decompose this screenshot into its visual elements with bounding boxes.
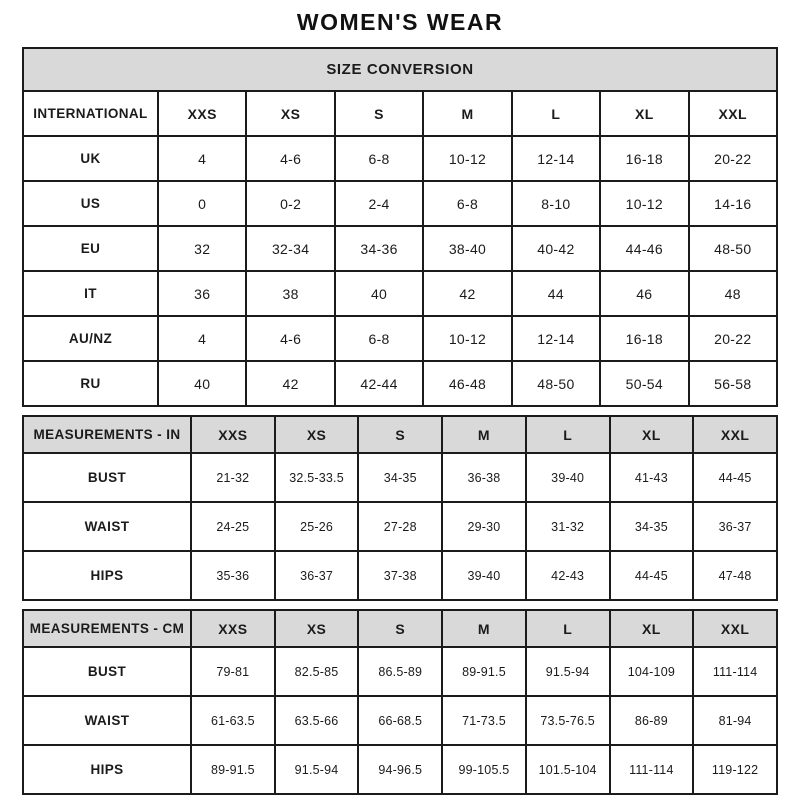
page-title: WOMEN'S WEAR xyxy=(296,9,504,35)
table-row xyxy=(23,696,777,745)
value-cell: 38-40 xyxy=(423,226,511,271)
value-cell: 10-12 xyxy=(600,181,688,226)
value-cell: 35-36 xyxy=(191,551,275,600)
value-cell: 37-38 xyxy=(358,551,442,600)
value-cell: 32 xyxy=(158,226,246,271)
size-column-header: XXS xyxy=(158,91,246,136)
value-cell: 4-6 xyxy=(246,316,334,361)
value-cell: 27-28 xyxy=(358,502,442,551)
value-cell: 38 xyxy=(246,271,334,316)
row-label: BUST xyxy=(23,647,191,696)
value-cell: 4 xyxy=(158,136,246,181)
value-cell: 39-40 xyxy=(442,551,526,600)
table-row xyxy=(23,316,777,361)
value-cell: 48-50 xyxy=(512,361,600,406)
value-cell: 36 xyxy=(158,271,246,316)
value-cell: 40-42 xyxy=(512,226,600,271)
value-cell: 79-81 xyxy=(191,647,275,696)
header-row xyxy=(23,91,777,136)
value-cell: 89-91.5 xyxy=(191,745,275,794)
value-cell: 44 xyxy=(512,271,600,316)
value-cell: 91.5-94 xyxy=(526,647,610,696)
row-label: HIPS xyxy=(23,551,191,600)
value-cell: 94-96.5 xyxy=(358,745,442,794)
value-cell: 12-14 xyxy=(512,316,600,361)
size-column-header: XL xyxy=(600,91,688,136)
value-cell: 50-54 xyxy=(600,361,688,406)
value-cell: 46-48 xyxy=(423,361,511,406)
size-conversion-header-label: INTERNATIONAL xyxy=(23,91,158,136)
value-cell: 6-8 xyxy=(335,136,423,181)
value-cell: 31-32 xyxy=(526,502,610,551)
table-row xyxy=(23,361,777,406)
value-cell: 101.5-104 xyxy=(526,745,610,794)
header-row xyxy=(23,610,777,647)
value-cell: 104-109 xyxy=(610,647,694,696)
size-column-header: M xyxy=(423,91,511,136)
value-cell: 10-12 xyxy=(423,136,511,181)
measurements-in-header-label: MEASUREMENTS - IN xyxy=(23,416,191,453)
value-cell: 40 xyxy=(158,361,246,406)
value-cell: 2-4 xyxy=(335,181,423,226)
table-row xyxy=(23,647,777,696)
row-label: IT xyxy=(23,271,158,316)
value-cell: 86-89 xyxy=(610,696,694,745)
table-title-row xyxy=(23,48,777,91)
row-label: EU xyxy=(23,226,158,271)
value-cell: 29-30 xyxy=(442,502,526,551)
row-label: RU xyxy=(23,361,158,406)
row-label: UK xyxy=(23,136,158,181)
value-cell: 36-37 xyxy=(693,502,777,551)
value-cell: 20-22 xyxy=(689,316,777,361)
value-cell: 56-58 xyxy=(689,361,777,406)
value-cell: 44-46 xyxy=(600,226,688,271)
size-column-header: XXS xyxy=(191,416,275,453)
value-cell: 48 xyxy=(689,271,777,316)
row-label: WAIST xyxy=(23,502,191,551)
value-cell: 24-25 xyxy=(191,502,275,551)
value-cell: 71-73.5 xyxy=(442,696,526,745)
value-cell: 73.5-76.5 xyxy=(526,696,610,745)
size-column-header: XXL xyxy=(693,610,777,647)
value-cell: 16-18 xyxy=(600,316,688,361)
value-cell: 66-68.5 xyxy=(358,696,442,745)
row-label: AU/NZ xyxy=(23,316,158,361)
value-cell: 6-8 xyxy=(335,316,423,361)
value-cell: 61-63.5 xyxy=(191,696,275,745)
measurements-cm-header-label: MEASUREMENTS - CM xyxy=(23,610,191,647)
value-cell: 89-91.5 xyxy=(442,647,526,696)
value-cell: 42 xyxy=(246,361,334,406)
value-cell: 46 xyxy=(600,271,688,316)
table-row xyxy=(23,226,777,271)
value-cell: 6-8 xyxy=(423,181,511,226)
size-column-header: XXL xyxy=(693,416,777,453)
value-cell: 81-94 xyxy=(693,696,777,745)
size-column-header: XL xyxy=(610,610,694,647)
size-column-header: L xyxy=(526,416,610,453)
size-column-header: L xyxy=(526,610,610,647)
value-cell: 48-50 xyxy=(689,226,777,271)
value-cell: 4-6 xyxy=(246,136,334,181)
value-cell: 14-16 xyxy=(689,181,777,226)
value-cell: 86.5-89 xyxy=(358,647,442,696)
value-cell: 42-43 xyxy=(526,551,610,600)
value-cell: 63.5-66 xyxy=(275,696,359,745)
value-cell: 41-43 xyxy=(610,453,694,502)
size-column-header: M xyxy=(442,610,526,647)
value-cell: 42 xyxy=(423,271,511,316)
value-cell: 111-114 xyxy=(610,745,694,794)
size-conversion-table xyxy=(22,47,778,407)
measurements-in-table xyxy=(22,415,778,601)
size-column-header: S xyxy=(335,91,423,136)
size-column-header: XXL xyxy=(689,91,777,136)
row-label: US xyxy=(23,181,158,226)
value-cell: 4 xyxy=(158,316,246,361)
table-row xyxy=(23,271,777,316)
value-cell: 44-45 xyxy=(610,551,694,600)
value-cell: 25-26 xyxy=(275,502,359,551)
size-column-header: XS xyxy=(246,91,334,136)
size-column-header: XXS xyxy=(191,610,275,647)
size-column-header: S xyxy=(358,610,442,647)
table-row xyxy=(23,551,777,600)
value-cell: 16-18 xyxy=(600,136,688,181)
tables-container xyxy=(0,47,800,795)
row-label: BUST xyxy=(23,453,191,502)
value-cell: 12-14 xyxy=(512,136,600,181)
value-cell: 10-12 xyxy=(423,316,511,361)
table-row xyxy=(23,136,777,181)
table-row xyxy=(23,181,777,226)
value-cell: 36-37 xyxy=(275,551,359,600)
measurements-cm-table xyxy=(22,609,778,795)
size-column-header: M xyxy=(442,416,526,453)
value-cell: 82.5-85 xyxy=(275,647,359,696)
value-cell: 36-38 xyxy=(442,453,526,502)
value-cell: 32-34 xyxy=(246,226,334,271)
value-cell: 8-10 xyxy=(512,181,600,226)
value-cell: 42-44 xyxy=(335,361,423,406)
value-cell: 99-105.5 xyxy=(442,745,526,794)
value-cell: 91.5-94 xyxy=(275,745,359,794)
value-cell: 39-40 xyxy=(526,453,610,502)
value-cell: 21-32 xyxy=(191,453,275,502)
value-cell: 0 xyxy=(158,181,246,226)
value-cell: 119-122 xyxy=(693,745,777,794)
value-cell: 32.5-33.5 xyxy=(275,453,359,502)
value-cell: 111-114 xyxy=(693,647,777,696)
table-row xyxy=(23,453,777,502)
size-column-header: L xyxy=(512,91,600,136)
row-label: HIPS xyxy=(23,745,191,794)
size-column-header: XL xyxy=(610,416,694,453)
header-row xyxy=(23,416,777,453)
row-label: WAIST xyxy=(23,696,191,745)
size-column-header: XS xyxy=(275,416,359,453)
value-cell: 47-48 xyxy=(693,551,777,600)
value-cell: 34-35 xyxy=(358,453,442,502)
size-conversion-title: SIZE CONVERSION xyxy=(23,48,777,91)
size-column-header: XS xyxy=(275,610,359,647)
table-row xyxy=(23,502,777,551)
value-cell: 34-36 xyxy=(335,226,423,271)
size-column-header: S xyxy=(358,416,442,453)
value-cell: 34-35 xyxy=(610,502,694,551)
value-cell: 0-2 xyxy=(246,181,334,226)
value-cell: 40 xyxy=(335,271,423,316)
value-cell: 20-22 xyxy=(689,136,777,181)
table-row xyxy=(23,745,777,794)
value-cell: 44-45 xyxy=(693,453,777,502)
